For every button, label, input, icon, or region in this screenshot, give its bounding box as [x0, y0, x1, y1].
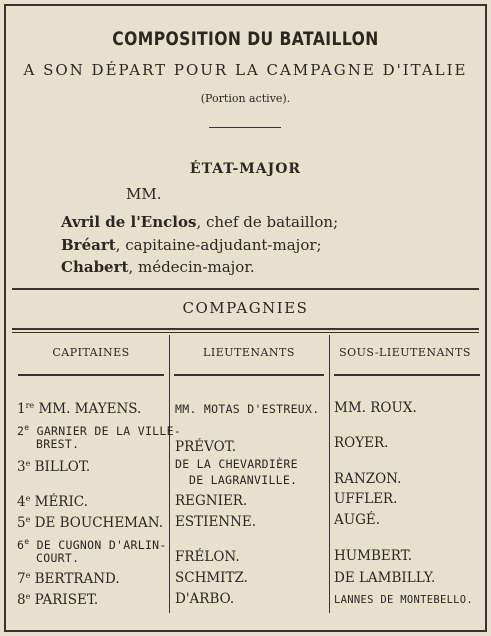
- table-row-lieutenant: MM. MOTAS D'ESTREUX.: [175, 402, 320, 416]
- header-rule: [18, 374, 164, 376]
- staff-member: [61, 236, 322, 254]
- table-row-sous-lieutenant: UFFLER.: [334, 491, 398, 507]
- header-rule: [334, 374, 480, 376]
- capitaine-name: DE BOUCHEMAN.: [34, 515, 163, 531]
- company-number: 5: [17, 515, 26, 531]
- staff-role: , capitaine-adjudant-major;: [115, 236, 322, 254]
- portion-note: (Portion active).: [200, 92, 291, 105]
- header-rule: [174, 374, 324, 376]
- table-row-lieutenant: PRÉVOT.: [175, 439, 236, 455]
- table-row-sous-lieutenant: AUGÉ.: [334, 512, 381, 528]
- capitaine-name: MÉRIC.: [34, 494, 88, 510]
- company-ordinal: e: [25, 494, 31, 503]
- frame-border-top: [4, 4, 487, 6]
- capitaine-name: MM. MAYENS.: [38, 401, 142, 417]
- company-ordinal: e: [25, 459, 31, 468]
- company-number: 2: [17, 424, 25, 438]
- table-row-capitaine-cont: COURT.: [36, 551, 80, 565]
- company-number: 1: [17, 401, 26, 417]
- table-row-sous-lieutenant: DE LAMBILLY.: [334, 570, 436, 586]
- table-row-sous-lieutenant: ROYER.: [334, 435, 389, 451]
- table-row-lieutenant: SCHMITZ.: [175, 570, 248, 586]
- staff-name: Avril de l'Enclos: [61, 213, 197, 231]
- section-divider: [12, 332, 479, 333]
- table-row-sous-lieutenant: RANZON.: [334, 471, 402, 487]
- table-row-lieutenant: FRÉLON.: [175, 549, 240, 565]
- column-separator: [329, 335, 330, 613]
- table-row-capitaine-cont: BREST.: [36, 437, 80, 451]
- company-ordinal: e: [25, 515, 31, 524]
- staff-role: , chef de bataillon;: [196, 213, 339, 231]
- page-subtitle: A SON DÉPART POUR LA CAMPAGNE D'ITALIE: [23, 61, 468, 79]
- company-ordinal: e: [25, 592, 31, 601]
- etat-major-mm: MM.: [126, 185, 162, 203]
- table-row-sous-lieutenant: MM. ROUX.: [334, 400, 417, 416]
- company-number: 7: [17, 571, 26, 587]
- section-divider: [12, 328, 479, 330]
- table-row-capitaine: [17, 572, 120, 587]
- table-row-lieutenant: D'ARBO.: [175, 591, 235, 607]
- company-ordinal: e: [25, 571, 31, 580]
- staff-role: , médecin-major.: [128, 258, 255, 276]
- capitaine-name: PARISET.: [34, 592, 99, 608]
- table-row-lieutenant: REGNIER.: [175, 493, 248, 509]
- frame-border-bottom: [4, 630, 487, 632]
- table-row-lieutenant: DE LA CHEVARDIÈRE: [175, 457, 298, 471]
- table-row-capitaine: [17, 495, 88, 510]
- staff-name: Chabert: [61, 258, 129, 276]
- column-header-capitaines: CAPITAINES: [52, 346, 130, 359]
- company-number: 8: [17, 592, 26, 608]
- column-header-lieutenants: LIEUTENANTS: [203, 346, 295, 359]
- table-row-capitaine: [17, 593, 98, 608]
- capitaine-name: BILLOT.: [34, 459, 91, 475]
- etat-major-heading: ÉTAT-MAJOR: [189, 161, 302, 177]
- table-row-capitaine: [17, 402, 141, 417]
- table-row-capitaine: [17, 424, 181, 438]
- company-ordinal: re: [25, 401, 35, 410]
- table-row-capitaine: [17, 460, 90, 475]
- column-header-sous-lieutenants: SOUS-LIEUTENANTS: [339, 346, 471, 359]
- company-number: 6: [17, 538, 25, 552]
- company-ordinal: e: [24, 537, 30, 546]
- table-row-sous-lieutenant: LANNES DE MONTEBELLO.: [334, 594, 474, 606]
- page-title: COMPOSITION DU BATAILLON: [112, 28, 379, 50]
- company-number: 4: [17, 494, 26, 510]
- staff-name: Bréart: [61, 236, 116, 254]
- compagnies-heading: COMPAGNIES: [182, 299, 309, 317]
- table-row-lieutenant: ESTIENNE.: [175, 514, 257, 530]
- title-divider: [209, 127, 281, 128]
- capitaine-name: GARNIER DE LA VILLE-: [36, 424, 182, 438]
- table-row-capitaine: [17, 516, 163, 531]
- section-divider: [12, 288, 479, 290]
- table-row-sous-lieutenant: HUMBERT.: [334, 548, 412, 564]
- capitaine-name: DE CUGNON D'ARLIN-: [36, 538, 167, 552]
- table-row-lieutenant-cont: DE LAGRANVILLE.: [189, 473, 298, 487]
- company-number: 3: [17, 459, 26, 475]
- staff-member: [61, 213, 338, 231]
- column-separator: [169, 335, 170, 613]
- capitaine-name: BERTRAND.: [34, 571, 120, 587]
- table-row-capitaine: [17, 538, 167, 552]
- company-ordinal: e: [24, 423, 30, 432]
- staff-member: [61, 258, 255, 276]
